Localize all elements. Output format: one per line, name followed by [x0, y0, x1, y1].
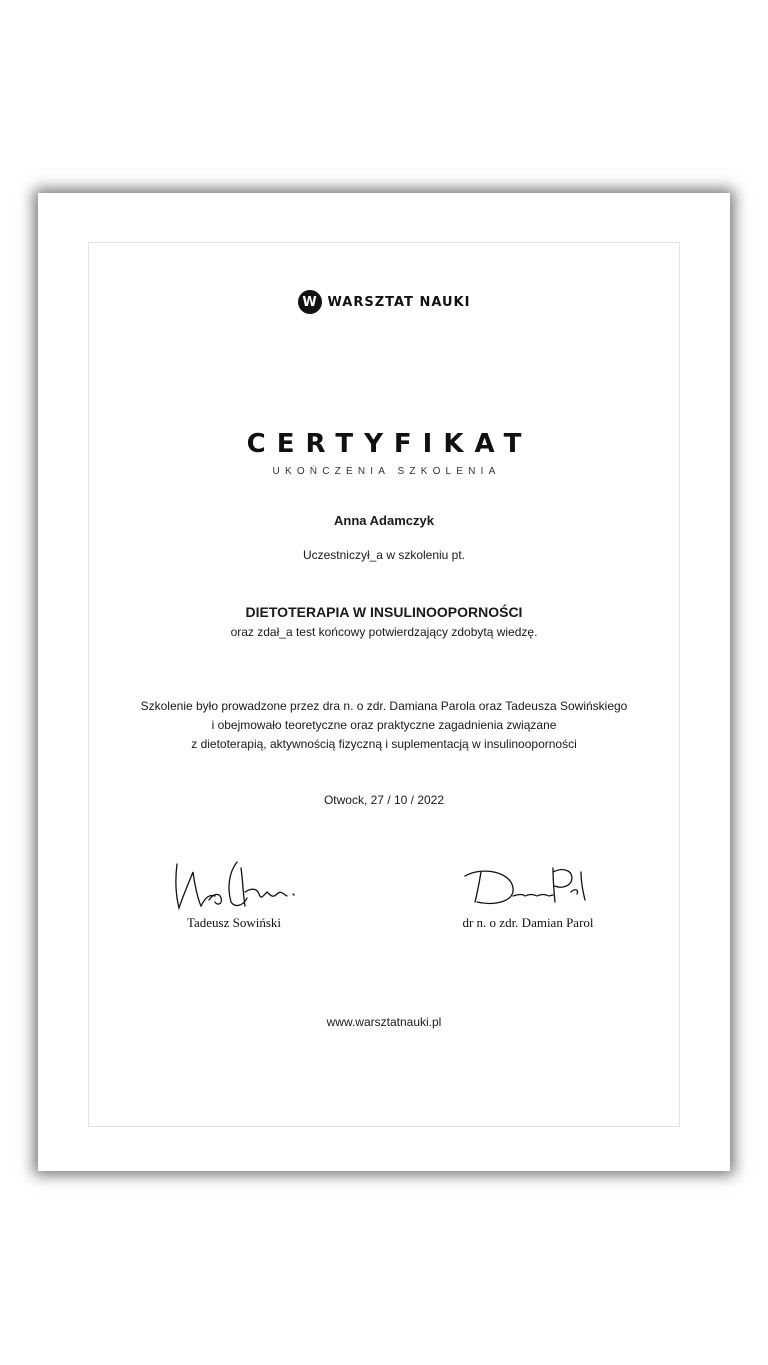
signatory-name: dr n. o zdr. Damian Parol	[462, 915, 594, 930]
passed-test-text: oraz zdał_a test końcowy potwierdzający zdobytą wiedzę.	[230, 625, 538, 639]
participant-name: Anna Adamczyk	[334, 513, 434, 528]
website-link[interactable]: www.warsztatnauki.pl	[326, 1015, 442, 1029]
certificate-sheet	[38, 193, 730, 1171]
course-description	[38, 697, 730, 754]
logo	[38, 290, 730, 314]
description-line: Szkolenie było prowadzone przez dra n. o zdr. Damiana Parola oraz Tadeusza Sowińskiego	[140, 699, 628, 713]
certificate-subtitle: UKOŃCZENIA SZKOLENIA	[272, 466, 501, 477]
description-line: i obejmowało teoretyczne oraz praktyczne zagadnienia związane	[211, 718, 557, 732]
signature-left	[134, 858, 334, 931]
course-title: DIETOTERAPIA W INSULINOOPORNOŚCI	[245, 604, 523, 620]
signature-right	[428, 858, 628, 931]
logo-name: WARSZTAT NAUKI	[327, 294, 471, 310]
participated-text: Uczestniczył_a w szkoleniu pt.	[302, 548, 466, 562]
logo-mark-icon: W	[298, 290, 322, 314]
handwritten-signature-icon	[453, 858, 603, 913]
description-line: z dietoterapią, aktywnością fizyczną i suplementacją w insulinooporności	[191, 737, 577, 751]
signatory-name: Tadeusz Sowiński	[186, 915, 282, 930]
certificate-title: CERTYFIKAT	[246, 429, 533, 459]
place-date: Otwock, 27 / 10 / 2022	[323, 793, 445, 807]
certificate-frame	[88, 242, 680, 1127]
handwritten-signature-icon	[159, 858, 309, 913]
